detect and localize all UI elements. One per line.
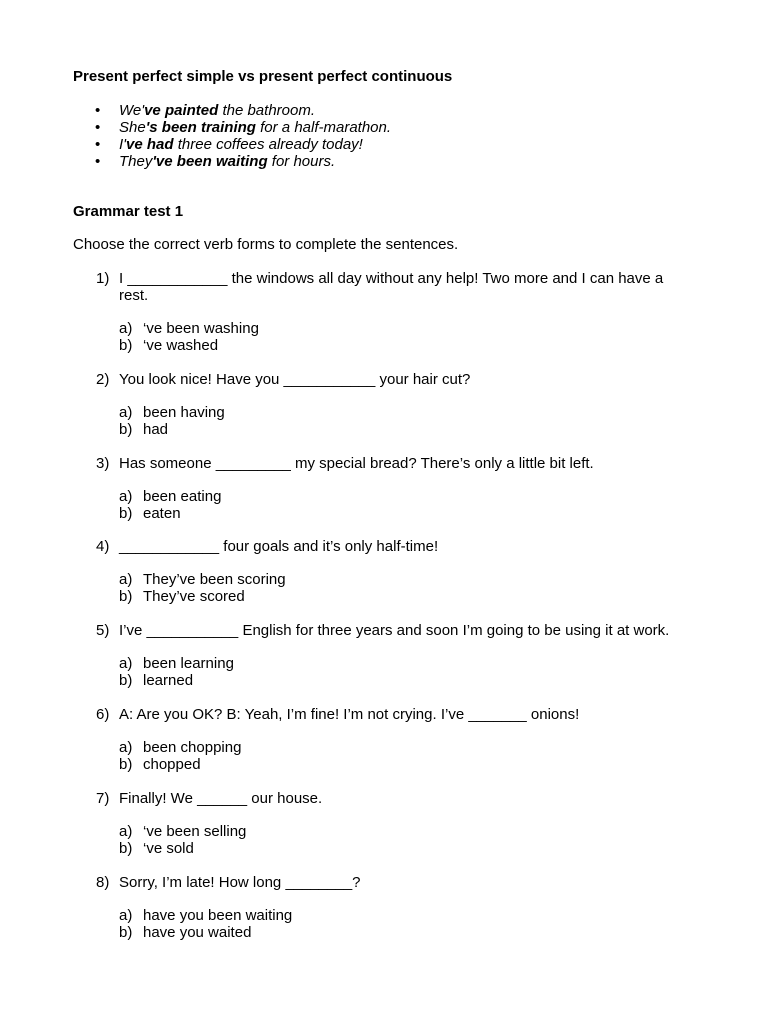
option-text: have you waited xyxy=(143,924,252,941)
page-title: Present perfect simple vs present perfect continuous xyxy=(73,68,453,85)
question-8 xyxy=(96,874,696,941)
option-a[interactable] xyxy=(119,907,696,924)
question-number: 3) xyxy=(96,455,110,472)
question-number: 7) xyxy=(96,790,110,807)
option-b[interactable] xyxy=(119,672,696,689)
question-5 xyxy=(96,622,696,689)
example-list xyxy=(95,102,391,170)
bullet: • xyxy=(95,136,101,153)
option-text: ‘ve been selling xyxy=(143,823,247,840)
option-text: been having xyxy=(143,404,225,421)
question-text: Has someone _________ my special bread? There’s only a little bit left. xyxy=(119,455,594,472)
example-item xyxy=(95,102,391,119)
option-b[interactable] xyxy=(119,840,696,857)
option-b[interactable] xyxy=(119,588,696,605)
question-2 xyxy=(96,371,696,438)
option-letter: a) xyxy=(119,488,133,505)
option-letter: a) xyxy=(119,320,133,337)
option-letter: b) xyxy=(119,505,133,522)
option-list xyxy=(119,739,696,773)
option-list xyxy=(119,571,696,605)
example-text-pre: We' xyxy=(119,102,145,119)
option-letter: b) xyxy=(119,756,133,773)
option-letter: b) xyxy=(119,672,133,689)
question-1 xyxy=(96,270,696,354)
option-text: ‘ve sold xyxy=(143,840,194,857)
option-text: been learning xyxy=(143,655,234,672)
example-text-pre: I' xyxy=(119,136,127,153)
option-text: ‘ve washed xyxy=(143,337,219,354)
example-text-bold: ve painted xyxy=(144,102,219,119)
option-a[interactable] xyxy=(119,488,696,505)
option-b[interactable] xyxy=(119,505,696,522)
option-text: eaten xyxy=(143,505,181,522)
example-item xyxy=(95,153,391,170)
option-a[interactable] xyxy=(119,404,696,421)
example-text-bold: 've been waiting xyxy=(152,153,268,170)
example-text-bold: ve had xyxy=(126,136,174,153)
question-text: Finally! We ______ our house. xyxy=(119,790,323,807)
example-text-post: for hours. xyxy=(267,153,336,170)
option-text: learned xyxy=(143,672,194,689)
example-text-post: three coffees already today! xyxy=(173,136,363,153)
option-list xyxy=(119,488,696,522)
option-letter: a) xyxy=(119,739,133,756)
bullet: • xyxy=(95,153,101,170)
option-b[interactable] xyxy=(119,421,696,438)
option-letter: b) xyxy=(119,421,133,438)
option-b[interactable] xyxy=(119,337,696,354)
example-text-post: for a half-marathon. xyxy=(255,119,392,136)
option-text: had xyxy=(143,421,169,438)
option-a[interactable] xyxy=(119,823,696,840)
option-letter: a) xyxy=(119,404,133,421)
option-text: chopped xyxy=(143,756,201,773)
example-text-post: the bathroom. xyxy=(218,102,316,119)
example-text-bold: 's been training xyxy=(145,119,256,136)
question-text: You look nice! Have you ___________ your hair cut? xyxy=(119,371,471,388)
question-text: Sorry, I’m late! How long ________? xyxy=(119,874,361,891)
question-number: 1) xyxy=(96,270,110,287)
option-a[interactable] xyxy=(119,655,696,672)
question-3 xyxy=(96,455,696,522)
question-number: 8) xyxy=(96,874,110,891)
question-text: I ____________ the windows all day without any help! Two more and I can have a rest. xyxy=(119,270,664,304)
question-4 xyxy=(96,538,696,605)
question-text: A: Are you OK? B: Yeah, I’m fine! I’m not crying. I’ve _______ onions! xyxy=(119,706,580,723)
option-letter: b) xyxy=(119,924,133,941)
question-text: ____________ four goals and it’s only half-time! xyxy=(119,538,439,555)
option-list xyxy=(119,404,696,438)
test-title: Grammar test 1 xyxy=(73,203,184,220)
option-list xyxy=(119,823,696,857)
option-list xyxy=(119,320,696,354)
example-item xyxy=(95,136,391,153)
bullet: • xyxy=(95,102,101,119)
option-a[interactable] xyxy=(119,739,696,756)
bullet: • xyxy=(95,119,101,136)
option-text: been eating xyxy=(143,488,222,505)
question-7 xyxy=(96,790,696,857)
option-a[interactable] xyxy=(119,320,696,337)
option-b[interactable] xyxy=(119,756,696,773)
option-text: have you been waiting xyxy=(143,907,293,924)
example-item xyxy=(95,119,391,136)
question-number: 4) xyxy=(96,538,110,555)
option-letter: a) xyxy=(119,571,133,588)
example-text-pre: She xyxy=(119,119,146,136)
option-a[interactable] xyxy=(119,571,696,588)
option-letter: b) xyxy=(119,588,133,605)
question-number: 6) xyxy=(96,706,110,723)
option-text: They’ve been scoring xyxy=(143,571,286,588)
option-letter: b) xyxy=(119,840,133,857)
option-b[interactable] xyxy=(119,924,696,941)
option-letter: a) xyxy=(119,655,133,672)
option-text: ‘ve been washing xyxy=(143,320,259,337)
instructions: Choose the correct verb forms to complete the sentences. xyxy=(73,236,459,253)
option-text: They’ve scored xyxy=(143,588,245,605)
option-letter: a) xyxy=(119,823,133,840)
option-list xyxy=(119,907,696,941)
question-text: I’ve ___________ English for three years and soon I’m going to be using it at work. xyxy=(119,622,670,639)
option-text: been chopping xyxy=(143,739,242,756)
option-list xyxy=(119,655,696,689)
question-number: 5) xyxy=(96,622,110,639)
option-letter: a) xyxy=(119,907,133,924)
question-number: 2) xyxy=(96,371,110,388)
example-text-pre: They xyxy=(119,153,153,170)
question-6 xyxy=(96,706,696,773)
option-letter: b) xyxy=(119,337,133,354)
